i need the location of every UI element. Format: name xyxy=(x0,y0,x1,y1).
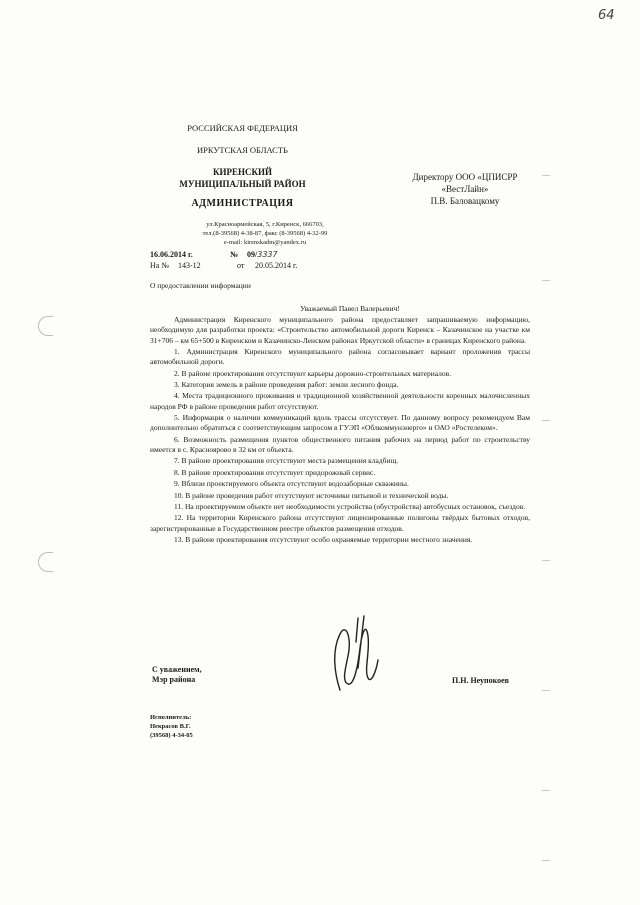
letter-number-label: № xyxy=(230,250,239,259)
paragraph: 2. В районе проектирования отсутствуют карьеры дорожно-строительных материалов. xyxy=(174,368,452,378)
reference-date-label: от xyxy=(237,261,245,270)
recipient-line3: П.В. Баловацкому xyxy=(430,196,500,206)
paragraph: 5. Информация о наличии коммуникаций вдоль трассы отсутствует. По данному вопросу рекомендуем Вам дополнительно обратиться с соответствующим запросом в ГУЭП «Облкоммунэнерго» и ОАО «Ростелеком». xyxy=(150,413,530,433)
signature-block xyxy=(152,665,202,686)
edge-mark xyxy=(542,790,550,791)
signer-name: П.Н. Неупокоев xyxy=(452,676,510,685)
edge-mark xyxy=(542,560,550,561)
reference-label: На № xyxy=(150,261,169,270)
punch-hole xyxy=(38,552,53,572)
letter-number-handwritten: 3337 xyxy=(257,250,278,259)
reference-date: 20.05.2014 г. xyxy=(255,261,298,270)
greeting: Уважаемый Павел Валерьевич! xyxy=(300,304,400,313)
closing-text: С уважением, xyxy=(152,665,202,674)
handwritten-signature xyxy=(318,612,388,694)
paragraph: 9. Вблизи проектируемого объекта отсутствуют водозаборные скважины. xyxy=(174,479,409,489)
paragraph: 13. В районе проектирования отсутствуют особо охраняемые территории местного значения. xyxy=(174,534,473,544)
reference-number: 143-12 xyxy=(178,261,201,270)
punch-hole xyxy=(38,316,53,336)
executor-phone: (39568) 4-34-05 xyxy=(150,731,193,739)
region-title: ИРКУТСКАЯ ОБЛАСТЬ xyxy=(197,145,288,155)
edge-mark xyxy=(542,860,550,861)
letter-body xyxy=(150,315,530,546)
letter-date: 16.06.2014 г. xyxy=(150,250,193,259)
recipient-line1: Директору ООО «ЦПИСРР xyxy=(412,172,518,182)
paragraph: 11. На проектируемом объекте нет необходимости устройства (обустройства) автобусных остановок, съездов. xyxy=(174,501,526,511)
email-line: e-mail: kirenskadm@yandex.ru xyxy=(223,239,307,246)
paragraph: 7. В районе проектирования отсутствуют места размещения кладбищ. xyxy=(174,456,399,466)
administration-title: АДМИНИСТРАЦИЯ xyxy=(191,198,294,209)
executor-label: Исполнитель: xyxy=(150,714,192,721)
edge-mark xyxy=(542,420,550,421)
phone-fax-line: тел.(8-39568) 4-38-87, факс (8-39568) 4-32-99 xyxy=(202,230,328,237)
federation-title: РОССИЙСКАЯ ФЕДЕРАЦИЯ xyxy=(187,123,298,133)
edge-mark xyxy=(542,690,550,691)
edge-mark xyxy=(542,280,550,281)
subject-line: О предоставлении информации xyxy=(150,281,251,290)
letter-number-prefix: 09/ xyxy=(247,250,258,259)
district-title-line1: КИРЕНСКИЙ xyxy=(212,167,273,177)
paragraph: 4. Места традиционного проживания и традиционной хозяйственной деятельности коренных малочисленных народов РФ в районе проведения работ отсутствуют. xyxy=(150,391,530,411)
paragraph: 6. Возможность размещения пунктов общественного питания рабочих на период работ по строительству имеется в с. Красноярово в 32 км от объекта. xyxy=(150,434,530,455)
recipient-line2: «ВестЛайн» xyxy=(441,184,489,194)
paragraph: 1. Администрация Киренского муниципального района согласовывает вариант проложения трассы автомобильной дороги. xyxy=(150,347,530,367)
paragraph: 10. В районе проведения работ отсутствуют источники питьевой и технической воды. xyxy=(174,490,449,500)
paragraph: Администрация Киренского муниципального района предоставляет запрашиваемую информацию, необходимую для разработки проекта: «Строительство автомобильной дороги Киренск – Казачинское на участке км 31+706 – км 65+500 в Киренском и Казачинско-Ленском районах Иркутской области» в границах Киренского района. xyxy=(150,315,530,345)
signer-position: Мэр района xyxy=(152,675,196,685)
executor-block xyxy=(150,714,193,740)
district-title-line2: МУНИЦИПАЛЬНЫЙ РАЙОН xyxy=(179,179,306,189)
paragraph: 8. В районе проектирования отсутствует придорожный сервис. xyxy=(174,467,376,477)
paragraph: 12. На территории Киренского района отсутствуют лицензированные полигоны твёрдых бытовых отходов, зарегистрированные в Государственном реестре объектов размещения отходов. xyxy=(150,513,530,533)
page-number: 64 xyxy=(598,8,615,23)
letter-number xyxy=(247,250,278,259)
paragraph: 3. Категория земель в районе проведения работ: земли лесного фонда. xyxy=(174,380,399,390)
executor-name: Некрасов В.Г. xyxy=(150,722,191,730)
address-line: ул.Красноармейская, 5, г.Киренск, 666703, xyxy=(206,221,324,228)
